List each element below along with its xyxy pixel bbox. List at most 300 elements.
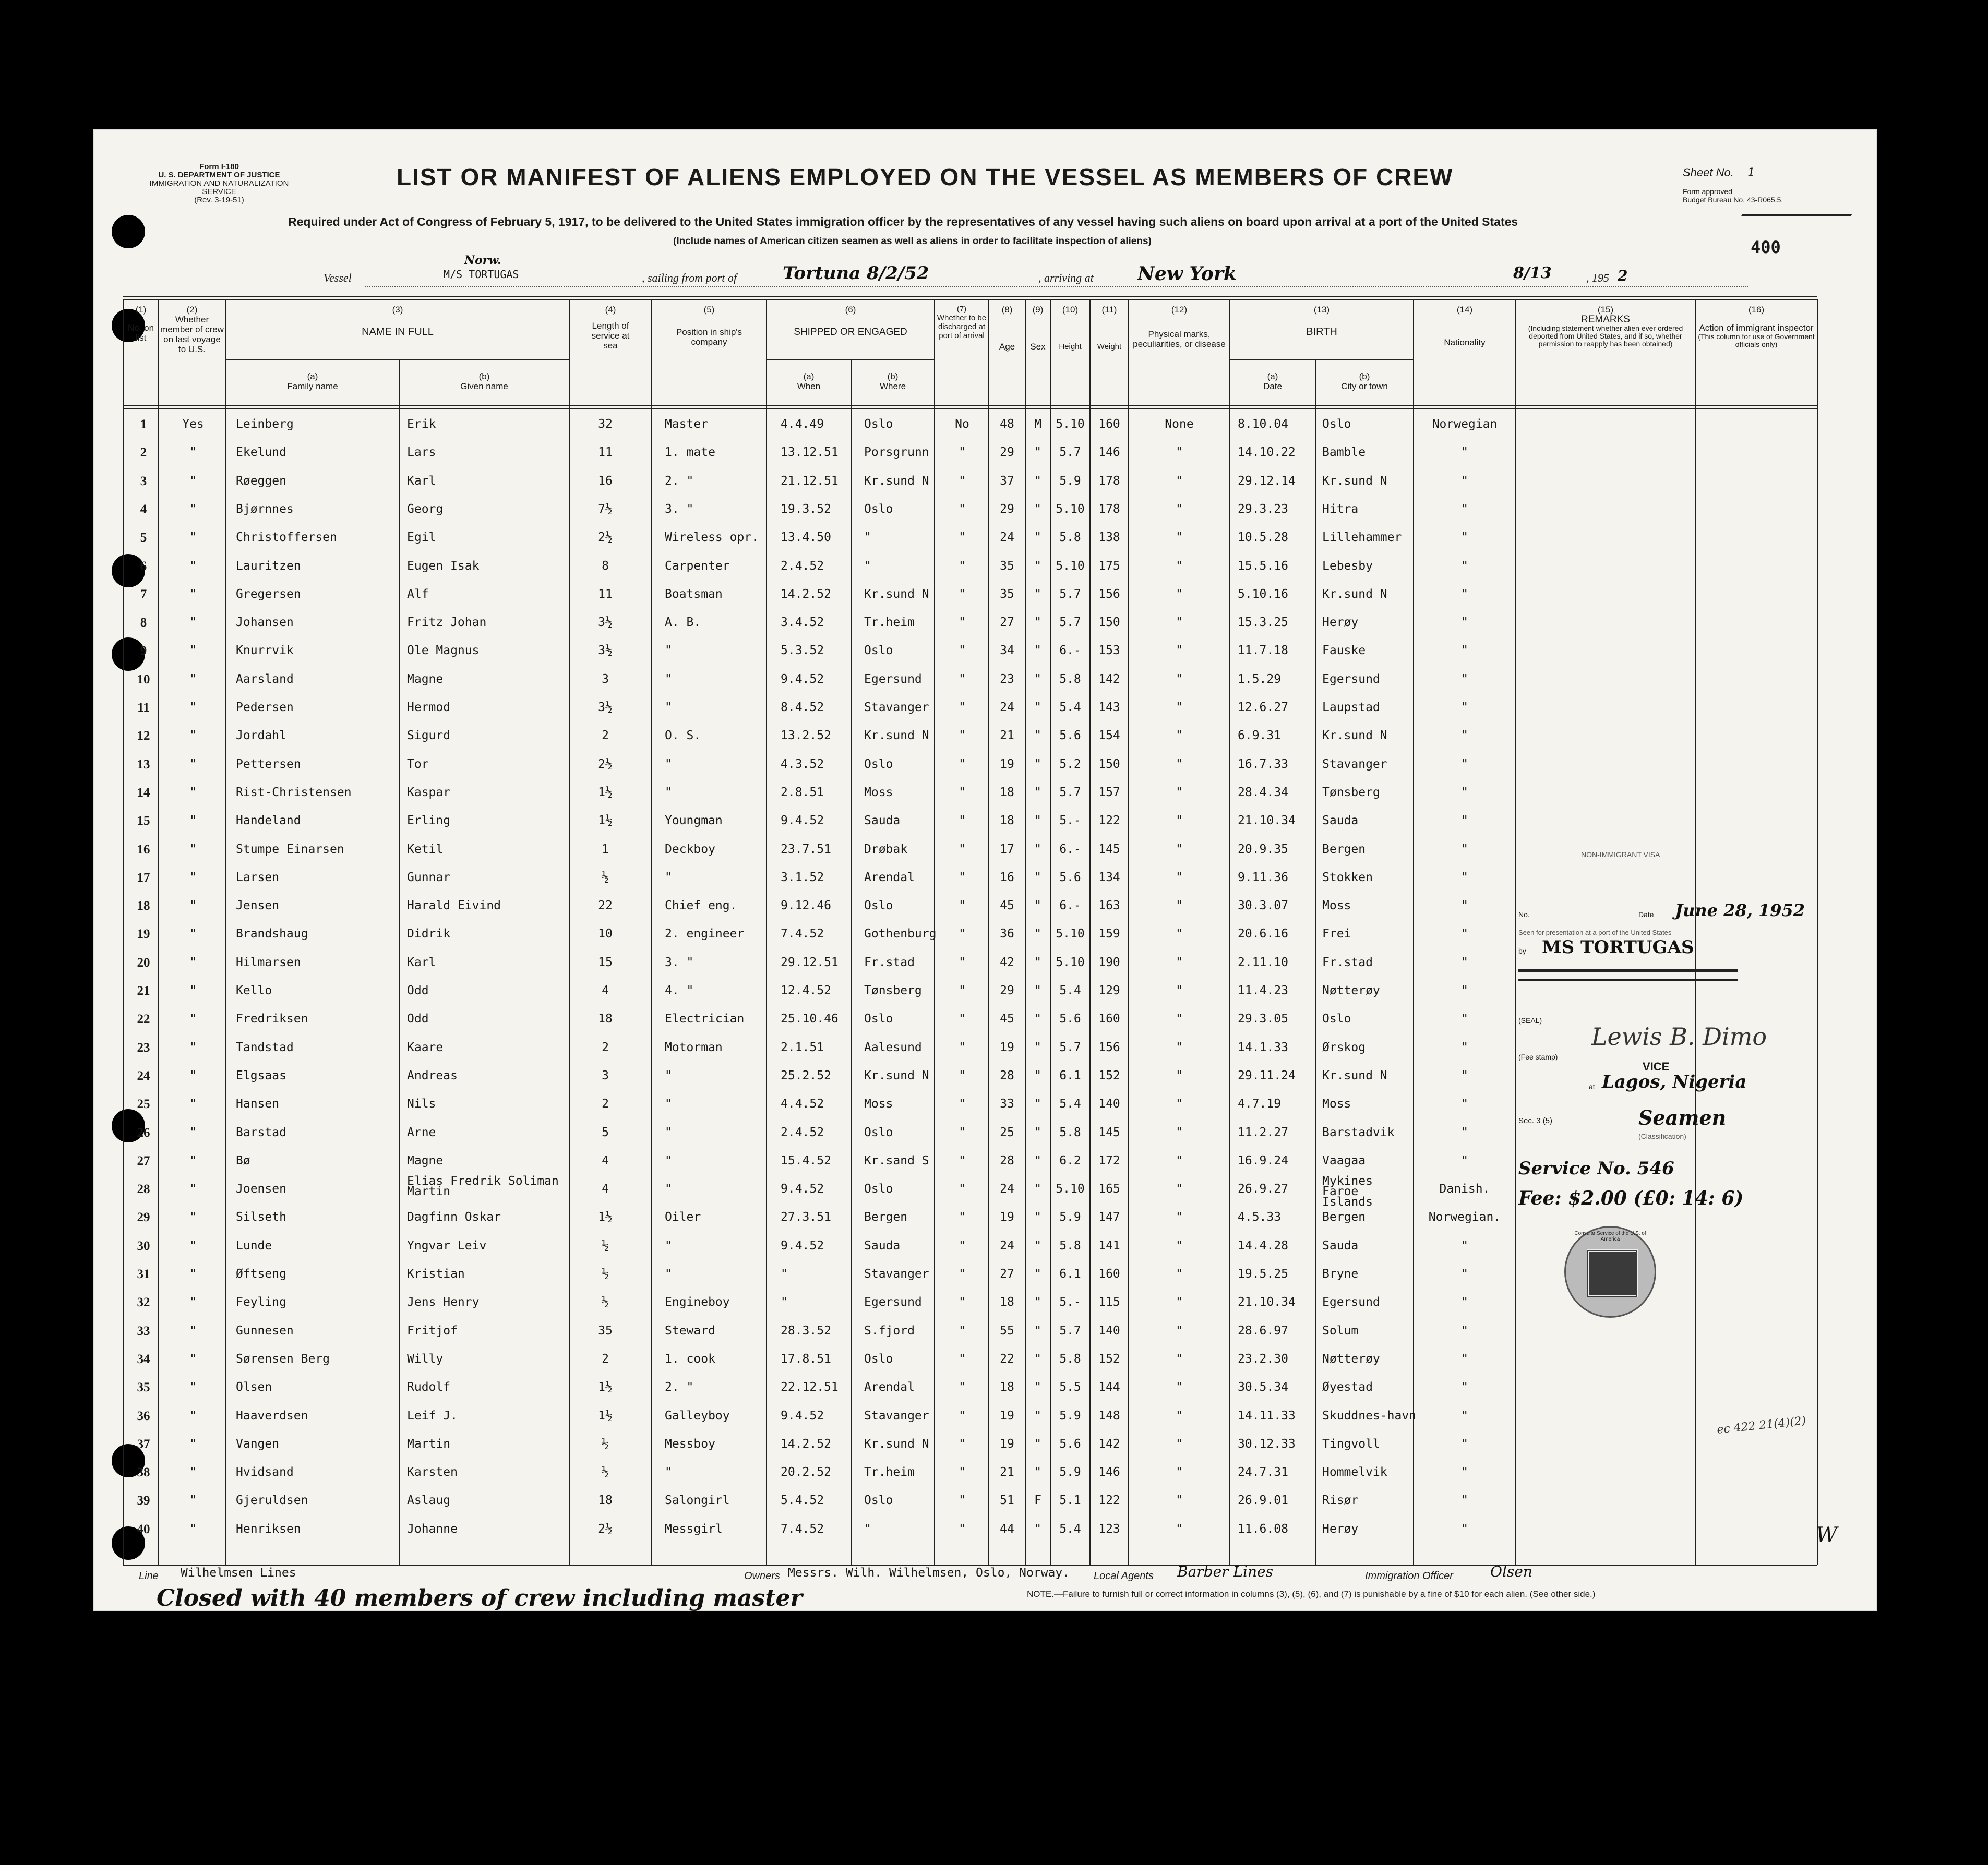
cell-prev: " (189, 814, 197, 828)
cell-sex: " (1034, 1125, 1041, 1139)
cell-family: Henriksen (236, 1522, 301, 1536)
cell-when: 13.4.50 (781, 531, 831, 545)
cell-sex: " (1034, 1352, 1041, 1366)
col3-num: (3) (392, 305, 403, 315)
form-dept: U. S. DEPARTMENT OF JUSTICE (158, 171, 280, 179)
cell-num: 40 (137, 1522, 150, 1536)
cell-when: 14.2.52 (781, 1437, 831, 1451)
consul-signature: Lewis B. Dimo (1591, 1022, 1767, 1051)
cell-marks: " (1176, 899, 1183, 913)
cell-weight: 152 (1098, 1352, 1120, 1366)
cell-bdate: 29.3.05 (1238, 1012, 1288, 1026)
cell-when: 7.4.52 (781, 927, 824, 941)
cell-bdate: 14.1.33 (1238, 1040, 1288, 1054)
cell-disch: " (959, 1267, 966, 1281)
cell-bdate: 15.5.16 (1238, 559, 1288, 573)
sailing-port: Tortuna 8/2/52 (783, 263, 929, 284)
cell-svc: 10 (598, 927, 613, 941)
cell-when: 17.8.51 (781, 1352, 831, 1366)
cell-bplace: Kr.sund N (1322, 587, 1387, 601)
col6b-num: (b) (887, 371, 899, 381)
cell-height: 5.8 (1059, 531, 1081, 545)
cell-where: Sauda (864, 1238, 901, 1253)
col2-header (159, 305, 225, 354)
cell-bdate: 14.11.33 (1238, 1409, 1296, 1423)
cell-marks: " (1176, 1210, 1183, 1224)
table-row (0, 729, 1795, 757)
inspector-initials: W (1816, 1523, 1838, 1547)
col6b-header (852, 371, 934, 391)
cell-disch: " (959, 757, 966, 771)
cell-bplace: Egersund (1322, 672, 1380, 686)
cell-when: 12.4.52 (781, 984, 831, 997)
cell-nat: " (1461, 955, 1468, 969)
cell-when: 15.4.52 (781, 1153, 831, 1168)
cell-svc: ½ (602, 1295, 609, 1309)
col13-header (1230, 305, 1413, 337)
cell-nat: " (1461, 559, 1468, 573)
cell-age: 33 (1000, 1097, 1014, 1111)
cell-when: 28.3.52 (781, 1323, 831, 1338)
cell-prev: " (189, 672, 197, 686)
cell-svc: 1½ (598, 814, 613, 828)
cell-age: 35 (1000, 587, 1014, 601)
cell-prev: " (189, 1295, 197, 1309)
line-value: Wilhelmsen Lines (181, 1566, 296, 1580)
cell-bplace: Hitra (1322, 502, 1359, 516)
cell-age: 37 (1000, 474, 1014, 488)
stamp-ship: MS TORTUGAS (1542, 937, 1694, 958)
cell-age: 25 (1000, 1125, 1014, 1139)
cell-nat: " (1461, 1409, 1468, 1423)
cell-where: Stavanger (864, 701, 929, 714)
cell-weight: 160 (1098, 1267, 1120, 1281)
cell-disch: " (959, 1068, 966, 1082)
cell-height: 5.7 (1059, 1040, 1081, 1054)
year-label: , 195 (1586, 271, 1609, 284)
cell-pos: " (665, 1267, 672, 1281)
col10-title: Height (1059, 342, 1082, 351)
cell-svc: 2½ (598, 757, 613, 771)
cell-when: 3.4.52 (781, 616, 824, 630)
cell-svc: ½ (602, 1267, 609, 1281)
cell-height: 5.8 (1059, 672, 1081, 686)
cell-num: 24 (137, 1068, 150, 1083)
cell-prev: " (189, 587, 197, 601)
cell-height: 5.7 (1059, 616, 1081, 630)
cell-sex: " (1034, 1040, 1041, 1054)
cell-svc: 2 (602, 1040, 609, 1054)
cell-marks: " (1176, 1295, 1183, 1309)
cell-marks: " (1176, 587, 1183, 601)
cell-sex: " (1034, 446, 1041, 460)
cell-bdate: 21.10.34 (1238, 1295, 1296, 1309)
cell-svc: 2½ (598, 1522, 613, 1536)
col12-header (1129, 305, 1229, 349)
stamp-seal-label: (SEAL) (1518, 1016, 1542, 1025)
cell-bplace: Kr.sund N (1322, 474, 1387, 488)
year-digit: 2 (1618, 267, 1628, 284)
col5-title: Position in ship's company (676, 327, 742, 347)
cell-bplace: Solum (1322, 1323, 1359, 1338)
cell-age: 17 (1000, 842, 1014, 856)
cell-num: 6 (140, 559, 147, 573)
arriving-label: , arriving at (1038, 271, 1094, 284)
cell-given: Arne (407, 1125, 436, 1139)
cell-given: Fritjof (407, 1323, 458, 1338)
cell-when: 5.3.52 (781, 644, 824, 658)
cell-marks: " (1176, 559, 1183, 573)
cell-height: 5.- (1059, 814, 1081, 828)
cell-weight: 146 (1098, 446, 1120, 460)
cell-marks: " (1176, 672, 1183, 686)
cell-weight: 140 (1098, 1323, 1120, 1338)
cell-marks: " (1176, 701, 1183, 714)
cell-where: Egersund (864, 672, 922, 686)
col3b-num: (b) (478, 371, 490, 381)
cell-pos: Steward (665, 1323, 715, 1338)
cell-marks: " (1176, 1465, 1183, 1479)
cell-prev: " (189, 1465, 197, 1479)
agents-label: Local Agents (1094, 1570, 1154, 1582)
cell-nat: Norwegian (1432, 417, 1498, 431)
cell-num: 26 (137, 1125, 150, 1140)
cell-age: 36 (1000, 927, 1014, 941)
cell-pos: " (665, 1182, 672, 1196)
cell-height: 5.1 (1059, 1494, 1081, 1508)
cell-bplace: Bergen (1322, 842, 1366, 856)
cell-disch: " (959, 870, 966, 884)
cell-bplace: Herøy (1322, 1522, 1359, 1536)
table-row (0, 1352, 1795, 1381)
cell-where: Drøbak (864, 842, 908, 856)
col16-header (1696, 305, 1817, 348)
cell-pos: A. B. (665, 616, 701, 630)
cell-given: Willy (407, 1352, 444, 1366)
cell-bdate: 29.3.23 (1238, 502, 1288, 516)
cell-age: 24 (1000, 1182, 1014, 1196)
cell-nat: " (1461, 1153, 1468, 1168)
cell-height: 5.10 (1056, 559, 1085, 573)
cell-family: Bjørnnes (236, 502, 294, 516)
cell-when: 2.8.51 (781, 785, 824, 799)
cell-sex: " (1034, 531, 1041, 545)
col3a-title: Family name (287, 381, 338, 391)
cell-height: 5.6 (1059, 1012, 1081, 1026)
cell-height: 5.7 (1059, 1323, 1081, 1338)
fee-stamp-icon (1587, 1249, 1638, 1297)
cell-marks: " (1176, 757, 1183, 771)
cell-when: 13.2.52 (781, 729, 831, 743)
cell-weight: 178 (1098, 502, 1120, 516)
sheet-value: 1 (1747, 166, 1755, 179)
cell-num: 13 (137, 757, 150, 772)
table-row (0, 531, 1795, 559)
cell-sex: " (1034, 1267, 1041, 1281)
cell-prev: " (189, 1125, 197, 1139)
cell-weight: 134 (1098, 870, 1120, 884)
cell-num: 33 (137, 1323, 150, 1338)
cell-prev: " (189, 1068, 197, 1082)
cell-weight: 144 (1098, 1380, 1120, 1394)
cell-height: 5.10 (1056, 955, 1085, 969)
owners-value: Messrs. Wilh. Wilhelmsen, Oslo, Norway. (788, 1566, 1070, 1580)
cell-bplace: Frei (1322, 927, 1351, 941)
cell-prev: " (189, 1153, 197, 1168)
cell-family: Gunnesen (236, 1323, 294, 1338)
stamp-vice: VICE (1643, 1060, 1670, 1073)
cell-age: 19 (1000, 1210, 1014, 1224)
cell-where: Kr.sund N (864, 1068, 929, 1082)
cell-age: 55 (1000, 1323, 1014, 1338)
cell-age: 19 (1000, 1040, 1014, 1054)
cell-bplace: Bergen (1322, 1210, 1366, 1224)
table-row (0, 502, 1795, 531)
cell-prev: " (189, 927, 197, 941)
cell-prev: " (189, 446, 197, 460)
cell-disch: " (959, 1522, 966, 1536)
cell-marks: " (1176, 870, 1183, 884)
col2-title: Whether member of crew on last voyage to U.S. (160, 315, 224, 354)
cell-disch: " (959, 672, 966, 686)
cell-where: " (864, 559, 871, 573)
cell-family: Haaverdsen (236, 1409, 308, 1423)
cell-age: 45 (1000, 899, 1014, 913)
cell-nat: " (1461, 672, 1468, 686)
cell-bplace: Stavanger (1322, 757, 1387, 771)
cell-bplace: Laupstad (1322, 701, 1380, 714)
cell-svc: 16 (598, 474, 613, 488)
col13a-num: (a) (1267, 371, 1278, 381)
cell-height: 5.7 (1059, 587, 1081, 601)
cell-age: 28 (1000, 1153, 1014, 1168)
cell-sex: " (1034, 984, 1041, 997)
cell-age: 29 (1000, 502, 1014, 516)
cell-prev: " (189, 701, 197, 714)
cell-pos: 2. engineer (665, 927, 745, 941)
table-row (0, 474, 1795, 503)
cell-weight: 148 (1098, 1409, 1120, 1423)
cell-where: Oslo (864, 899, 893, 913)
cell-prev: " (189, 1437, 197, 1451)
cell-bplace: Risør (1322, 1494, 1359, 1508)
cell-family: Kello (236, 984, 272, 997)
cell-pos: " (665, 672, 672, 686)
cell-disch: " (959, 1182, 966, 1196)
cell-bplace: Bamble (1322, 446, 1366, 460)
cell-family: Lunde (236, 1238, 272, 1253)
cell-height: 5.7 (1059, 446, 1081, 460)
cell-family: Gregersen (236, 587, 301, 601)
cell-height: 5.8 (1059, 1125, 1081, 1139)
cell-family: Larsen (236, 870, 280, 884)
cell-bplace: Lillehammer (1322, 531, 1402, 545)
table-row (0, 417, 1795, 446)
cell-age: 48 (1000, 417, 1014, 431)
cell-pos: " (665, 1465, 672, 1479)
cell-age: 29 (1000, 984, 1014, 997)
cell-given: Aslaug (407, 1494, 451, 1508)
cell-bdate: 10.5.28 (1238, 531, 1288, 545)
cell-family: Johansen (236, 616, 294, 630)
cell-num: 30 (137, 1238, 150, 1253)
cell-weight: 165 (1098, 1182, 1120, 1196)
cell-prev: " (189, 616, 197, 630)
cell-svc: 7½ (598, 502, 613, 516)
cell-svc: 15 (598, 955, 613, 969)
cell-given: Kaspar (407, 785, 451, 799)
cell-num: 29 (137, 1210, 150, 1225)
cell-age: 19 (1000, 1409, 1014, 1423)
col13b-header (1316, 371, 1413, 391)
cell-where: Oslo (864, 644, 893, 658)
cell-height: 5.9 (1059, 1409, 1081, 1423)
cell-age: 16 (1000, 870, 1014, 884)
cell-given: Hermod (407, 701, 451, 714)
col5-num: (5) (703, 305, 715, 315)
cell-height: 6.1 (1059, 1267, 1081, 1281)
cell-disch: " (959, 984, 966, 997)
cell-given: Johanne (407, 1522, 458, 1536)
cell-height: 5.9 (1059, 1465, 1081, 1479)
cell-disch: " (959, 559, 966, 573)
cell-when: 14.2.52 (781, 587, 831, 601)
cell-height: 6.2 (1059, 1153, 1081, 1168)
cell-given: Martin (407, 1437, 451, 1451)
sheet-label: Sheet No. (1683, 166, 1734, 179)
stamp-place: Lagos, Nigeria (1602, 1072, 1747, 1092)
cell-where: Stavanger (864, 1409, 929, 1423)
col15-title: REMARKS (1581, 314, 1630, 325)
cell-pos: " (665, 1125, 672, 1139)
cell-where: Kr.sund N (864, 474, 929, 488)
cell-family: Tandstad (236, 1040, 294, 1054)
cell-where: S.fjord (864, 1323, 915, 1338)
cell-bplace: Barstadvik (1322, 1125, 1395, 1139)
col12-title: Physical marks, peculiarities, or disease (1133, 329, 1226, 349)
cell-when: 7.4.52 (781, 1522, 824, 1536)
cell-num: 22 (137, 1012, 150, 1027)
cell-where: Moss (864, 1097, 893, 1111)
cell-given: Magne (407, 1153, 444, 1168)
cell-weight: 123 (1098, 1522, 1120, 1536)
cell-given: Eugen Isak (407, 559, 480, 573)
arriving-port: New York (1137, 263, 1237, 285)
cell-disch: " (959, 1323, 966, 1338)
cell-height: 5.6 (1059, 870, 1081, 884)
cell-sex: " (1034, 814, 1041, 828)
cell-height: 5.7 (1059, 785, 1081, 799)
cell-svc: 2½ (598, 531, 613, 545)
col4-num: (4) (605, 305, 616, 315)
cell-weight: 138 (1098, 531, 1120, 545)
cell-num: 25 (137, 1097, 150, 1112)
form-number: Form I-180 (199, 162, 239, 171)
cell-pos: " (665, 644, 672, 658)
cell-where: Tønsberg (864, 984, 922, 997)
cell-where: Tr.heim (864, 1465, 915, 1479)
cell-sex: " (1034, 1323, 1041, 1338)
col11-header (1091, 305, 1128, 352)
cell-sex: M (1034, 417, 1041, 431)
cell-pos: Master (665, 417, 709, 431)
cell-bplace: Sauda (1322, 1238, 1359, 1253)
cell-num: 2 (140, 446, 147, 460)
cell-weight: 190 (1098, 955, 1120, 969)
cell-prev: " (189, 474, 197, 488)
cell-num: 21 (137, 984, 150, 998)
cell-nat: " (1461, 1522, 1468, 1536)
col6-num: (6) (845, 305, 856, 315)
cell-pos: " (665, 785, 672, 799)
cell-marks: " (1176, 729, 1183, 743)
cell-bplace: Tingvoll (1322, 1437, 1380, 1451)
cell-svc: 11 (598, 446, 613, 460)
cell-svc: 18 (598, 1012, 613, 1026)
cell-weight: 172 (1098, 1153, 1120, 1168)
stamp-sec: Sec. 3 (5) (1518, 1116, 1553, 1125)
col1-title: No. on list (127, 323, 154, 343)
cell-pos: " (665, 1153, 672, 1168)
cell-prev: " (189, 729, 197, 743)
cell-when: " (781, 1267, 788, 1281)
cell-family: Hansen (236, 1097, 280, 1111)
cell-pos: " (665, 1238, 672, 1253)
cell-given: Ketil (407, 842, 444, 856)
cell-bplace: Kr.sund N (1322, 1068, 1387, 1082)
cell-given: Nils (407, 1097, 436, 1111)
cell-num: 20 (137, 955, 150, 970)
cell-given: Kaare (407, 1040, 444, 1054)
cell-sex: " (1034, 1437, 1041, 1451)
cell-height: 6.- (1059, 644, 1081, 658)
cell-bdate: 12.6.27 (1238, 701, 1288, 714)
cell-prev: " (189, 1522, 197, 1536)
cell-sex: " (1034, 616, 1041, 630)
cell-when: 21.12.51 (781, 474, 839, 488)
cell-num: 11 (137, 701, 150, 715)
stamp-at-label: at (1589, 1082, 1595, 1091)
table-row (0, 1465, 1795, 1494)
cell-nat: " (1461, 644, 1468, 658)
cell-marks: " (1176, 1267, 1183, 1281)
cell-marks: None (1165, 417, 1194, 431)
col3a-num: (a) (307, 371, 318, 381)
cell-num: 16 (137, 842, 150, 857)
cell-family: Barstad (236, 1125, 286, 1139)
cell-disch: " (959, 587, 966, 601)
cell-svc: ½ (602, 1465, 609, 1479)
cell-svc: 32 (598, 417, 613, 431)
cell-given: Jens Henry (407, 1295, 480, 1309)
cell-prev: " (189, 502, 197, 516)
cell-svc: 3½ (598, 701, 613, 714)
cell-when: 3.1.52 (781, 870, 824, 884)
stamp-no-label: No. (1518, 910, 1530, 919)
cell-given: Egil (407, 531, 436, 545)
col6a-header (767, 371, 851, 391)
cell-marks: " (1176, 927, 1183, 941)
cell-given: Rudolf (407, 1380, 451, 1394)
cell-nat: " (1461, 842, 1468, 856)
cell-sex: " (1034, 502, 1041, 516)
cell-sex: " (1034, 644, 1041, 658)
col14-header (1414, 305, 1515, 347)
stamp-fee: Fee: $2.00 (£0: 14: 6) (1518, 1187, 1744, 1209)
cell-bdate: 28.6.97 (1238, 1323, 1288, 1338)
cell-svc: 3½ (598, 616, 613, 630)
cell-bdate: 1.5.29 (1238, 672, 1282, 686)
